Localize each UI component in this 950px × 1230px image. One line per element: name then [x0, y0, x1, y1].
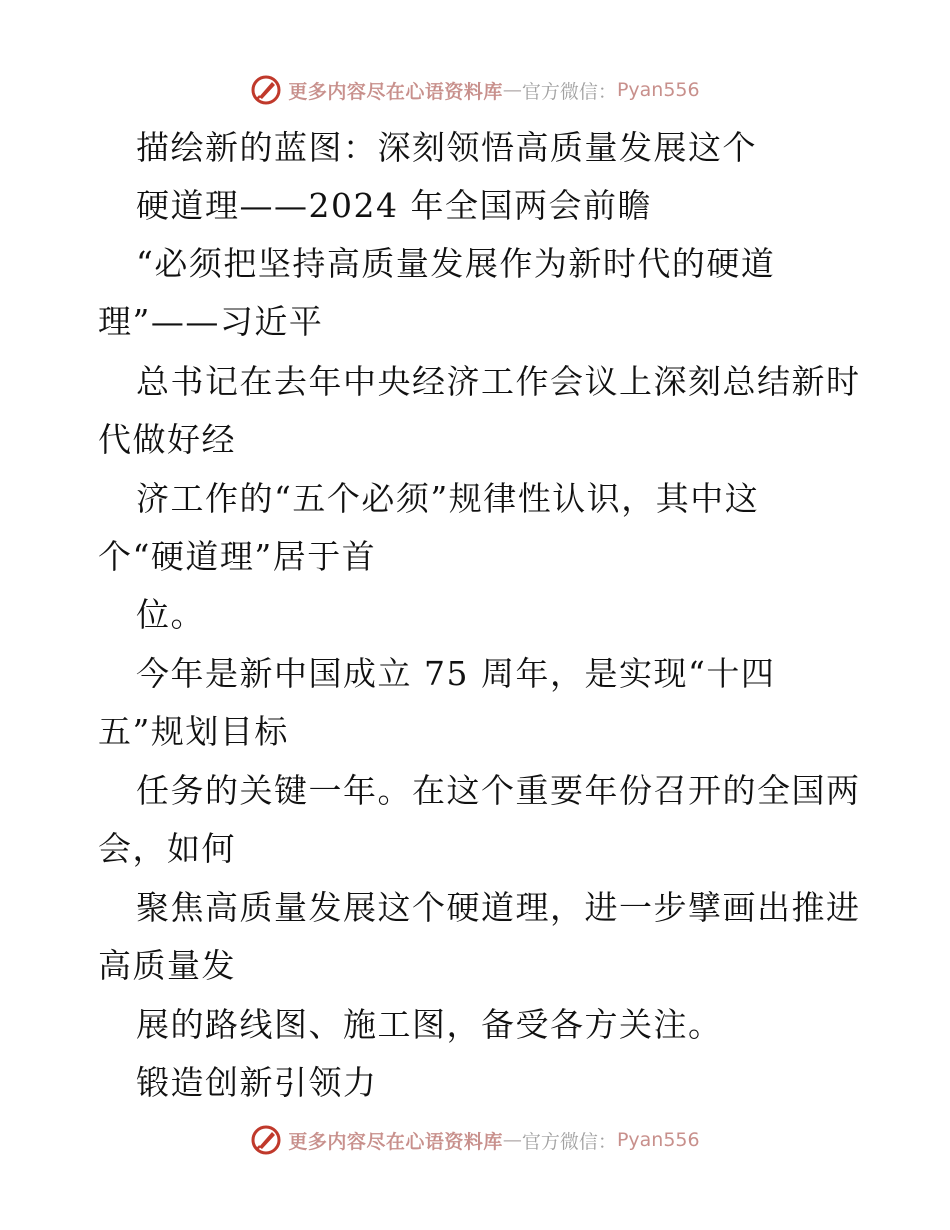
text-line: 个“硬道理”居于首 — [98, 537, 377, 576]
text-line: 描绘新的蓝图：深刻领悟高质量发展这个 — [136, 128, 757, 167]
text-line: 总书记在去年中央经济工作会议上深刻总结新时 — [136, 362, 861, 401]
banner-separator: — — [502, 1129, 522, 1151]
text-line: 代做好经 — [98, 420, 236, 459]
text-line: 高质量发 — [98, 946, 236, 985]
text-line: 会，如何 — [98, 829, 236, 868]
text-line: “必须把坚持高质量发展作为新时代的硬道 — [136, 244, 776, 283]
text-line: 今年是新中国成立 75 周年，是实现“十四 — [136, 654, 776, 693]
banner-account: Pyan556 — [616, 79, 700, 101]
quill-pen-logo-icon — [250, 74, 282, 106]
text-line: 五”规划目标 — [98, 712, 289, 751]
text-line: 济工作的“五个必须”规律性认识，其中这 — [136, 479, 760, 518]
banner-account: Pyan556 — [616, 1129, 700, 1151]
text-line: 锻造创新引领力 — [136, 1063, 378, 1102]
text-line: 聚焦高质量发展这个硬道理，进一步擘画出推进 — [136, 888, 861, 927]
banner-separator: — — [502, 79, 522, 101]
text-line: 位。 — [136, 595, 205, 634]
banner-slogan: 更多内容尽在心语资料库 — [288, 1130, 503, 1153]
banner-channel: 官方微信： — [521, 80, 617, 103]
banner-channel: 官方微信： — [521, 1130, 617, 1153]
quill-pen-logo-icon — [250, 1124, 282, 1156]
text-line: 任务的关键一年。在这个重要年份召开的全国两 — [136, 771, 861, 810]
text-line: 硬道理——2024 年全国两会前瞻 — [136, 186, 652, 225]
text-line: 展的路线图、施工图，备受各方关注。 — [136, 1005, 723, 1044]
header-banner — [0, 70, 950, 110]
banner-slogan: 更多内容尽在心语资料库 — [288, 80, 503, 103]
text-line: 理”——习近平 — [98, 302, 324, 341]
footer-banner — [0, 1120, 950, 1160]
